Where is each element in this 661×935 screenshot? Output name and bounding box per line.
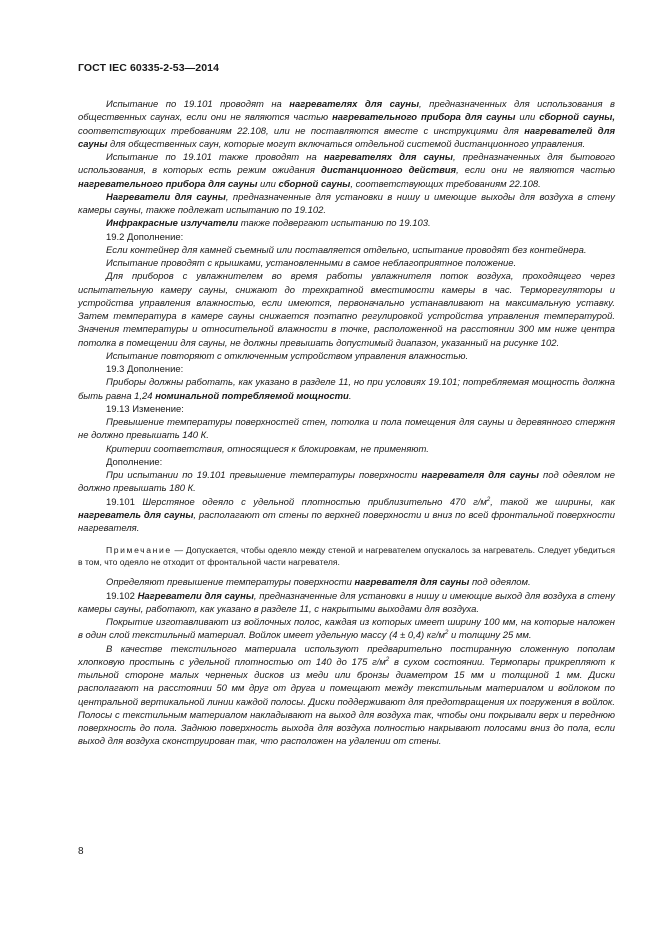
paragraph: 19.101 Шерстяное одеяло с удельной плотностью приблизительно 470 $г/м^2$, такой же ширины, как нагреватель для сауны, располагают от стены по верхней поверхности и вниз по всей фронтальной поверхности нагревателя. — [78, 496, 616, 534]
paragraph: Покрытие изготавливают из войлочных полос, каждая из которых имеет ширину 100 мм, на которые наложен в один слой текстильный материал. Войлок имеет удельную массу (4 ± 0,4) $кг/м^2$ и толщину 25 мм. — [78, 617, 615, 642]
document-body — [78, 98, 615, 749]
paragraph: Нагреватели для сауны, предназначенные для установки в нишу и имеющие выходы для воздуха в стену камеры сауны, также подлежат испытанию по 19.102. — [78, 191, 615, 216]
paragraph: При испытании по 19.101 превышение температуры поверхности нагревателя для сауны под одеялом не должно превышать 180 К. — [78, 470, 615, 495]
paragraph: Определяют превышение температуры поверхности нагревателя для сауны под одеялом. — [106, 577, 531, 589]
paragraph: Испытание повторяют с отключенным устройством управления влажностью. — [106, 350, 469, 362]
paragraph: В качестве текстильного материала используют предварительно постиранную сложенную пополам хлопковую простынь с удельной плотностью от 140 до 175 $г/м^2$ в сухом состоянии. Термопары прикрепляют к тыльной стороне малых черненых дисков из меди или бронзы диаметром 15 мм и толщиной 1 мм. Диски располагают на расстоянии 50 мм друг от друга и помещают между текстильным материалом и войлоком по центральной вертикальной линии каждой полосы. Диски поддерживают для предотвращения их погружения в войлок. Полосы с текстильным материалом накладывают на выход для воздуха так, чтобы они покрывали верх и переднюю поверхность до пола. Заднюю поверхность выхода для воздуха полностью накрывают полосами вниз до пола, если выход для воздуха сконструирован так, что расположен на удалении от стены. — [78, 643, 615, 748]
paragraph: Испытание по 19.101 также проводят на нагревателях для сауны, предназначенных для бытового использования, в которых есть режим ожидания дистанционного действия, если они не являются частью нагревательного прибора для сауны или сборной сауны, соответствующих требованиям 22.108. — [78, 152, 615, 190]
paragraph: 19.102 Нагреватели для сауны, предназначенные для установки в нишу и имеющие выход для воздуха в стену камеры сауны, работают, как указано в разделе 11, с накрытыми выходами для воздуха. — [78, 590, 616, 615]
clause-heading: Дополнение: — [106, 456, 163, 468]
page-number: 8 — [78, 846, 84, 857]
paragraph: Приборы должны работать, как указано в разделе 11, но при условиях 19.101; потребляемая мощность должна быть равна 1,24 номинальной потребляемой мощности. — [78, 377, 615, 402]
paragraph: Критерии соответствия, относящиеся к блокировкам, не применяют. — [106, 443, 429, 455]
paragraph: Превышение температуры поверхностей стен, потолка и пола помещения для сауны и деревянного стержня не должно превышать 140 К. — [78, 417, 615, 442]
paragraph: Испытание по 19.101 проводят на нагревателях для сауны, предназначенных для использования в общественных саунах, если они не являются частью нагревательного прибора для сауны или сборной сауны, соответствующих требованиям 22.108, или не поставляются вместе с инструкциями для нагревателей для сауны для общественных саун, которые могут включаться отдельной системой дистанционного управления. — [78, 99, 615, 150]
note-label: Примечание — [106, 545, 172, 556]
clause-number: 19.102 — [106, 590, 135, 602]
clause-number: 19.101 — [106, 496, 135, 508]
clause-heading: 19.3 Дополнение: — [106, 364, 184, 375]
clause-heading: 19.13 Изменение: — [106, 403, 184, 415]
clause-heading: 19.2 Дополнение: — [106, 231, 184, 243]
standard-header: ГОСТ IEC 60335-2-53—2014 — [78, 62, 220, 74]
paragraph: Испытание проводят с крышками, установленными в самое неблагоприятное положение. — [106, 258, 517, 269]
paragraph: Инфракрасные излучатели также подвергают испытанию по 19.103. — [106, 218, 431, 230]
note: Примечание — Допускается, чтобы одеяло между стеной и нагревателем опускалось за нагреватель. Следует убедиться в том, что одеяло не отходит от фронтальной части нагревателя. — [78, 545, 615, 568]
paragraph: Если контейнер для камней съемный или поставляется отдельно, испытание проводят без контейнера. — [106, 244, 587, 256]
paragraph: Для приборов с увлажнителем во время работы увлажнителя поток воздуха, проходящего через испытательную камеру сауны, снижают до трехкратной вместимости камеры в час. Терморегуляторы и устройства управления влажностью, если имеются, первоначально устанавливают на максимальную уставку. Затем температура в камере сауны снижается поэтапно регулировкой устройства управления температурой. Значения температуры и относительной влажности в точке, расположенной на расстоянии 300 мм ниже центра потолка в помещении для сауны, не должны превышать допустимый диапазон, указанный на рисунке 102. — [78, 271, 615, 349]
